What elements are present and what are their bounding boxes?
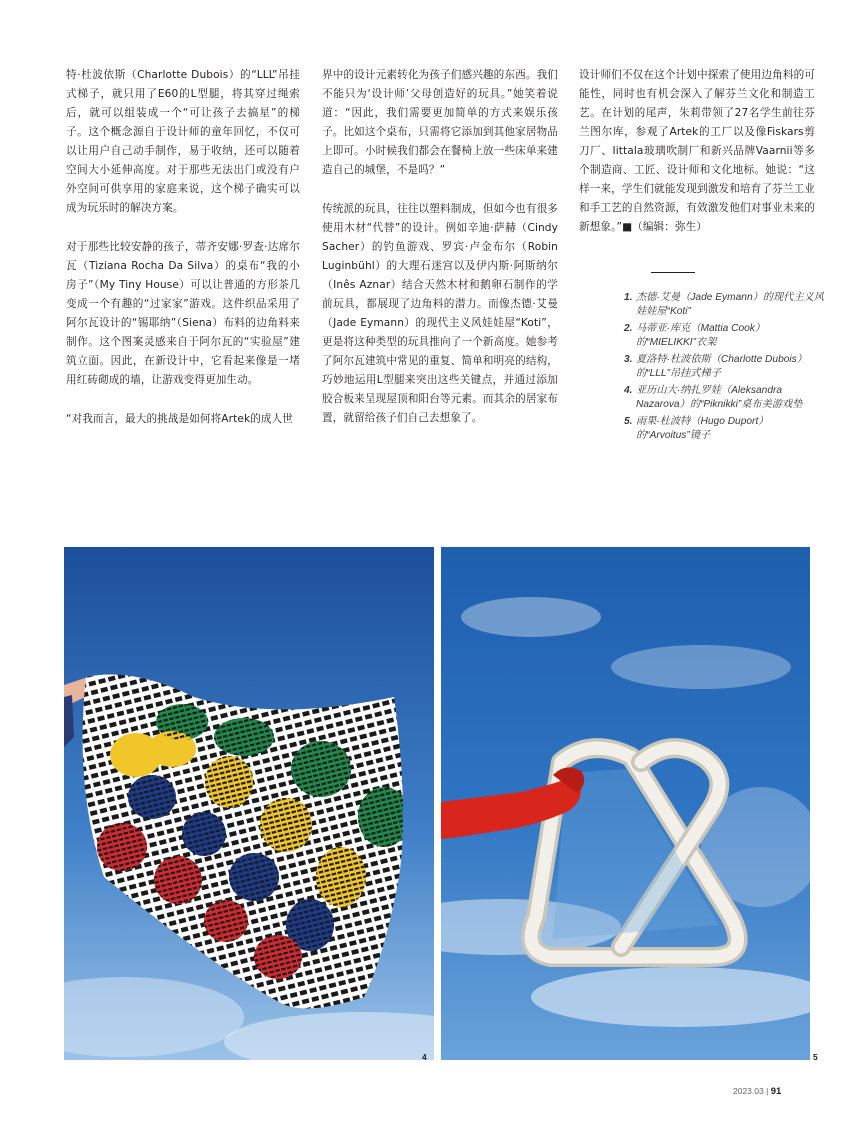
paragraph: 设计师们不仅在这个计划中探索了使用边角料的可能性，同时也有机会深入了解芬兰文化和制造工艺。在计划的尾声，朱莉带领了27名学生前往芬兰图尔库，参观了Artek的工厂以及像Fiskars剪刀厂、Iittala玻璃吹制厂和新兴品牌Vaarnii等多个制造商、工匠、设计师和文化地标。她说：“这样一来，学生们就能发现到激发和培育了芬兰工业和手工艺的自然资源，有效激发他们对事业未来的新想象。”■（编辑：弥生） [579, 69, 815, 233]
mirror-photo-illustration [441, 547, 810, 1060]
caption-text: 亚历山大·纳扎罗娃（Aleksandra Nazarova）的“Piknikki”桌布美游戏垫 [636, 385, 803, 410]
paragraph: 界中的设计元素转化为孩子们感兴趣的东西。我们不能只为‘设计师’父母创造好的玩具。”她笑着说道：“因此，我们需要更加简单的方式来娱乐孩子。比如这个桌布，只需将它添加到其他家居物品上即可。小时候我们都会在餐椅上放一些床单来建造自己的城堡，不是吗？” [322, 69, 558, 176]
caption-text: 夏洛特·杜波依斯（Charlotte Dubois）的“LLL”吊挂式梯子 [636, 354, 807, 379]
caption-text: 马蒂亚·库克（Mattia Cook）的“MIELIKKI”衣架 [636, 323, 766, 348]
caption-text: 雨果·杜波特（Hugo Duport）的“Arvoitus”镜子 [636, 416, 769, 441]
caption-divider [651, 272, 695, 273]
photo-textile-piknikki [64, 547, 434, 1060]
page-folio [733, 1086, 781, 1097]
paragraph: 特·杜波依斯（Charlotte Dubois）的“LLL”吊挂式梯子，就只用了E60的L型腿，将其穿过绳索后，就可以组装成一个“可让孩子去搞星”的梯子。这个概念源自于设计师的童年回忆，不仅可以让用户自己动手制作，易于收纳，还可以随着空间大小延伸高度。对于那些无法出门或没有户外空间可供享用的家庭来说，这个梯子确实可以成为玩乐时的解决方案。 [66, 69, 300, 214]
photo-number: 5 [813, 1052, 818, 1062]
paragraph: 传统派的玩具，往往以塑料制成，但如今也有很多使用木材“代替”的设计。例如辛迪·萨赫（Cindy Sacher）的钓鱼游戏、罗宾·卢金布尔（Robin Luginbühl）的大理石迷宫以及伊内斯·阿斯纳尔（Inês Aznar）结合天然木材和鹅卵石制作的学前玩具，都展现了边角料的潜力。而像杰德·艾曼（Jade Eymann）的现代主义风娃娃屋“Koti”，更是将这种类型的玩具推向了一个新高度。她参考了阿尔瓦建筑中常见的重复、简单和明亮的结构，巧妙地运用L型腿来突出这些关键点，并通过添加胶合板来呈现屋顶和阳台等元素。而其余的居家布置，就留给孩子们自己去想象了。 [322, 203, 558, 424]
paragraph: 对于那些比较安静的孩子，蒂齐安娜·罗查·达席尔瓦（Tiziana Rocha Da Silva）的桌布“我的小房子”（My Tiny House）可以让普通的方形茶几变成一个有趣的“过家家”游戏。这件织品采用了阿尔瓦设计的“锡耶纳”（Siena）布料的边角料来制作。这个图案灵感来自于阿尔瓦的“实验屋”建筑立面。因此，在新设计中，它看起来像是一堵用红砖砌成的墙，让游戏变得更加生动。 [66, 241, 300, 386]
caption-item: 4. 亚历山大·纳扎罗娃（Aleksandra Nazarova）的“Piknikki”桌布美游戏垫 [624, 384, 824, 411]
photo-number: 4 [422, 1052, 427, 1062]
article-column-1 [66, 66, 300, 449]
caption-item: 5. 雨果·杜波特（Hugo Duport）的“Arvoitus”镜子 [624, 415, 824, 442]
article-column-2 [322, 66, 558, 448]
caption-item: 3. 夏洛特·杜波依斯（Charlotte Dubois）的“LLL”吊挂式梯子 [624, 353, 824, 380]
article-column-3 [579, 66, 815, 257]
folio-separator: | [766, 1086, 769, 1096]
issue-date: 2023.03 [733, 1086, 764, 1096]
caption-item: 1. 杰德·艾曼（Jade Eymann）的现代主义风娃娃屋“Koti” [624, 292, 824, 317]
caption-list [624, 291, 824, 446]
photo-mirror-arvoitus [441, 547, 810, 1060]
page-number: 91 [770, 1086, 782, 1097]
caption-text: 杰德·艾曼（Jade Eymann）的现代主义风娃娃屋“Koti” [636, 292, 824, 317]
caption-item: 2. 马蒂亚·库克（Mattia Cook）的“MIELIKKI”衣架 [624, 322, 824, 349]
textile-photo-illustration [64, 547, 434, 1060]
paragraph: “对我而言，最大的挑战是如何将Artek的成人世 [66, 413, 293, 425]
